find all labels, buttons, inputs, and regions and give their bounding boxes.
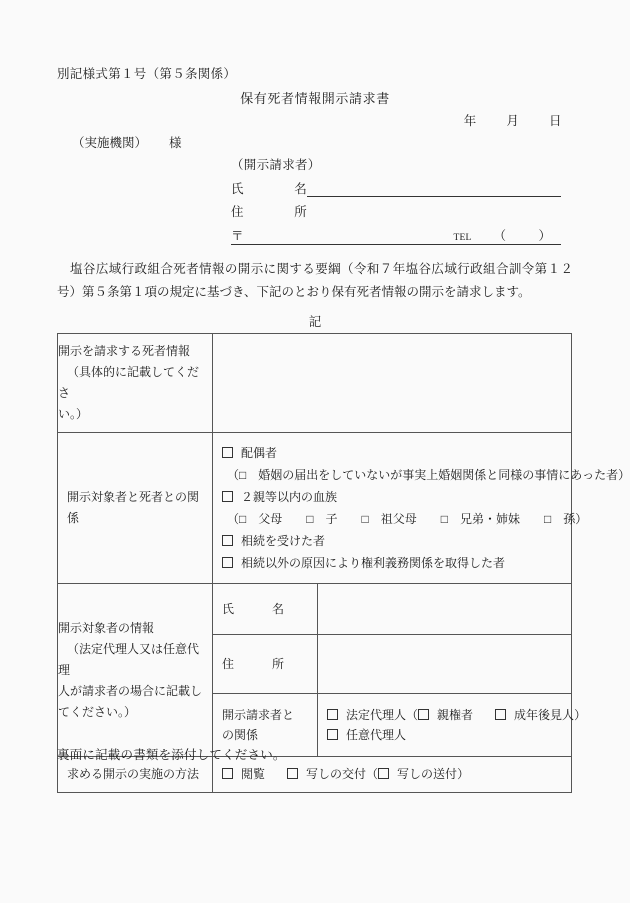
checkbox-icon[interactable] [222,535,233,546]
option-label: 法定代理人 [346,708,407,722]
option-label: 相続を受けた者 [241,534,326,548]
requester-address-input[interactable] [307,206,561,220]
requester-address-row [231,201,561,220]
checkbox-option-spouse[interactable] [222,442,562,464]
option-label: 親権者 [437,708,474,722]
deceased-info-label-line3: い。） [58,407,89,421]
subject-address-label-char2: 所 [271,657,284,671]
tel-input[interactable]: （ ） [493,229,561,243]
requester-address-label [231,202,307,220]
document-title: 保有死者情報開示請求書 [240,91,390,106]
subject-info-label-line4: てください。） [58,704,137,719]
checkbox-icon[interactable] [418,709,429,720]
name-label-char2: 名 [294,182,307,196]
deceased-info-value-cell[interactable] [213,334,572,433]
checkbox-icon[interactable] [327,709,338,720]
subject-info-label-line3: 人が請求者の場合に記載し [58,683,203,698]
date-day-label: 日 [548,114,562,128]
paren-open: （ [366,767,379,781]
requester-name-input[interactable] [307,182,561,197]
deceased-info-label-line1: 開示を請求する死者情報 [58,344,191,358]
option-label: ２親等以内の血族 [241,490,338,504]
checkbox-option-heir[interactable] [222,530,562,552]
tel-label: TEL [453,233,472,243]
subject-info-subtable [213,584,587,756]
option-label-copy-mailing: 写しの送付 [397,767,458,781]
requester-name-row [231,178,561,197]
deceased-info-label-cell [58,334,213,433]
option-label: 任意代理人 [346,728,407,742]
checkbox-option-rights-acquired[interactable] [222,552,562,574]
deceased-info-label-line2: （具体的に記載してくださ [58,365,200,400]
deceased-info-input[interactable] [213,376,571,390]
subject-name-value-cell[interactable] [318,584,572,635]
relationship-label: 開示対象者と死者との関係 [67,490,200,525]
checkbox-icon[interactable] [222,557,233,568]
option-label-inspection: 閲覧 [241,767,266,781]
checkbox-option-second-degree-relative[interactable] [222,486,562,508]
requester-relation-options-cell [318,694,587,757]
table-row-relationship [58,433,572,584]
subject-info-label-cell [58,584,213,757]
subtable-row-name [213,584,571,635]
ki-mark: 記 [308,315,322,329]
date-year-label: 年 [463,114,477,128]
address-label-char2: 所 [294,205,307,219]
requester-postal-tel-row [231,224,561,245]
option-label-copy-delivery: 写しの交付 [306,767,367,781]
table-row-subject-info [58,584,572,757]
subject-address-label-char1: 住 [222,657,235,671]
paren-open: （ [406,708,419,722]
date-line [464,111,562,129]
option-label: 配偶者 [241,446,278,460]
subject-info-label-line1: 開示対象者の情報 [58,620,155,635]
subject-name-label-char2: 名 [271,602,284,616]
requester-block [231,155,561,245]
body-paragraph: 塩谷広域行政組合死者情報の開示に関する要綱（令和７年塩谷広域行政組合訓令第１２号）第５条第１項の規定に基づき、下記のとおり保有死者情報の開示を請求します。 [57,262,573,299]
subject-address-value-cell[interactable] [318,635,572,694]
requester-relation-label-line1: 開示請求者と [222,708,295,722]
paren-close: ） [574,708,587,722]
subject-info-subtable-cell [213,584,587,757]
subject-address-label-cell [213,635,318,694]
paren-close: ） [457,767,470,781]
requester-heading: （開示請求者） [231,158,321,172]
checkbox-icon[interactable] [222,768,233,779]
subject-name-label-char1: 氏 [222,602,235,616]
relationship-label-cell [58,433,213,584]
checkbox-icon[interactable] [378,768,389,779]
postal-code-icon: 〒 [231,229,244,243]
requester-relation-label-line2: の関係 [222,728,259,742]
addressee-honorific: 様 [169,136,182,150]
checkbox-icon[interactable] [287,768,298,779]
option-label: 相続以外の原因により権利義務関係を取得した者 [241,556,506,570]
checkbox-icon[interactable] [327,729,338,740]
checkbox-option-relative-subtypes[interactable] [222,508,588,530]
addressee [72,133,182,151]
requester-name-label [231,179,307,197]
table-row-deceased-info [58,334,572,433]
subject-name-label-cell [213,584,318,635]
form-number: 別記様式第１号（第５条関係） [57,67,237,81]
checkbox-option-voluntary-representative[interactable] [327,725,562,745]
option-label: 成年後見人 [514,708,575,722]
option-label: （□ 婚姻の届出をしていないが事実上婚姻関係と同様の事情にあった者） [227,468,630,482]
relationship-options-cell [213,433,630,584]
checkbox-option-legal-representative[interactable] [327,705,587,725]
disclosure-method-label: 求める開示の実施の方法 [67,767,200,781]
option-label: （□ 父母 □ 子 □ 祖父母 □ 兄弟・姉妹 □ 孫） [227,512,588,526]
date-month-label: 月 [506,114,520,128]
subtable-row-address [213,635,571,694]
request-details-table [57,333,630,793]
checkbox-icon[interactable] [222,491,233,502]
footer-note: 裏面に記載の書類を添付してください。 [57,748,286,762]
checkbox-icon[interactable] [222,447,233,458]
checkbox-icon[interactable] [495,709,506,720]
address-label-char1: 住 [231,205,244,219]
name-label-char1: 氏 [231,182,244,196]
checkbox-option-common-law-spouse[interactable] [222,464,630,486]
subject-info-label-line2: （法定代理人又は任意代理 [58,641,200,677]
addressee-organization: （実施機関） [72,136,148,150]
